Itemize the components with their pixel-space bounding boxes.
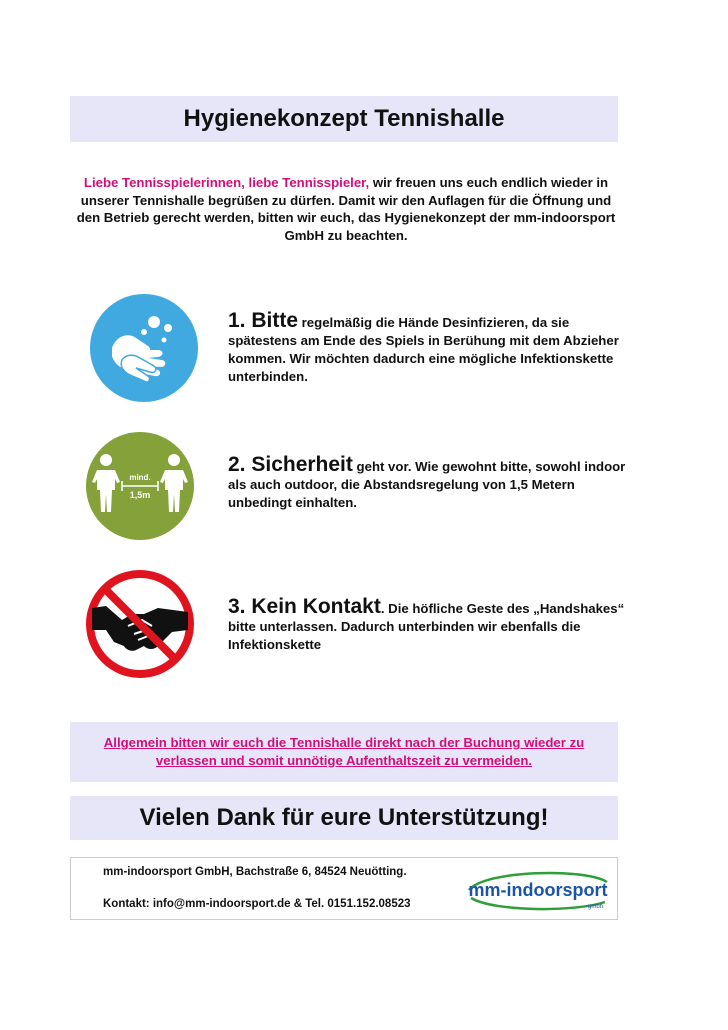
intro-paragraph <box>76 174 616 244</box>
company-logo <box>465 868 611 912</box>
no-handshake-icon <box>84 568 196 680</box>
hand-wash-icon <box>88 292 200 404</box>
item-3-heading: 3. Kein Kontakt <box>228 595 381 618</box>
footer <box>70 857 618 920</box>
logo-sub: gmbh <box>587 904 603 910</box>
page-title: Hygienekonzept Tennishalle <box>183 105 505 132</box>
item-2-text <box>228 453 628 512</box>
item-3-text <box>228 595 628 654</box>
item-1-text <box>228 309 628 386</box>
notice-text: Allgemein bitten wir euch die Tennishalle direkt nach der Buchung wieder zu verlassen und somit unnötige Aufenthaltszeit zu vermeiden. <box>103 735 585 768</box>
item-1-heading: 1. Bitte <box>228 309 299 332</box>
distance-icon <box>84 430 196 542</box>
distance-label-top: mind. <box>129 473 151 482</box>
item-3-body: . Die höfliche Geste des „Handshakes“ bitte unterlassen. Dadurch unterbinden wir ebenfalls die Infektionskette <box>228 601 625 652</box>
intro-body: wir freuen uns euch endlich wieder in unserer Tennishalle begrüßen zu dürfen. Damit wir den Auflagen für die Öffnung und den Betrieb gerecht werden, bitten wir euch, das Hygienekonzept der mm-indoorsport GmbH zu beachten. <box>76 175 616 243</box>
footer-address: mm-indoorsport GmbH, Bachstraße 6, 84524 Neuötting. <box>103 866 407 878</box>
thanks-text: Vielen Dank für eure Unterstützung! <box>139 804 549 831</box>
notice-banner <box>70 722 618 782</box>
logo-text: mm-indoorsport <box>468 880 608 900</box>
distance-label-bottom: 1,5m <box>129 490 151 500</box>
item-1-body: regelmäßig die Hände Desinfizieren, da sie spätestens am Ende des Spiels in Berühung mit dem Abzieher kommen. Wir möchten dadurch eine mögliche Infektionskette unterbinden. <box>228 315 619 384</box>
thanks-banner <box>70 796 618 840</box>
item-2-heading: 2. Sicherheit <box>228 453 353 476</box>
intro-greeting: Liebe Tennisspielerinnen, liebe Tennisspieler, <box>83 175 370 190</box>
title-banner <box>70 96 618 142</box>
footer-contact: Kontakt: info@mm-indoorsport.de & Tel. 0151.152.08523 <box>103 898 411 910</box>
item-2-body: geht vor. Wie gewohnt bitte, sowohl indoor als auch outdoor, die Abstandsregelung von 1,5 Metern unbedingt einhalten. <box>228 459 626 510</box>
